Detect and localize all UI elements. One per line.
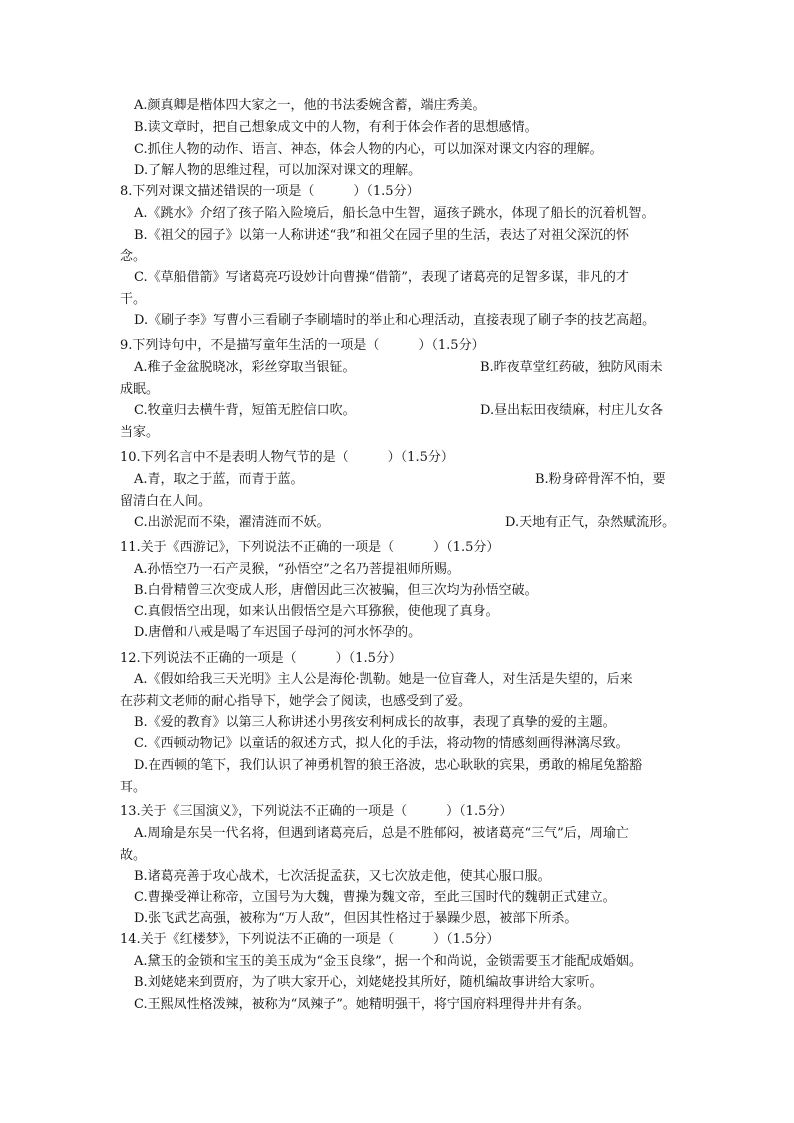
q8-option-c: C.《草船借箭》写诸葛亮巧设妙计向曹操“借箭”，表现了诸葛亮的足智多谋，非凡的才 <box>134 270 629 285</box>
q8-option-b-cont: 念。 <box>120 249 147 264</box>
q8-stem: 8.下列对课文描述错误的一项是（ ）（1.5分） <box>120 184 420 199</box>
q12-option-d: D.在西顿的笔下，我们认识了神勇机智的狼王洛波，忠心耿耿的宾果，勇敢的棉尾兔豁豁 <box>134 758 643 773</box>
q13-option-b: B.诸葛亮善于攻心战术，七次活捉孟获，又七次放走他，使其心服口服。 <box>134 869 551 884</box>
q10-option-c: C.出淤泥而不染，濯清涟而不妖。 <box>134 515 330 530</box>
q12-option-d-cont: 耳。 <box>120 780 147 795</box>
q12-option-a: A.《假如给我三天光明》主人公是海伦·凯勒。她是一位盲聋人，对生活是失望的，后来 <box>134 672 633 687</box>
q12-option-c: C.《西顿动物记》以童话的叙述方式，拟人化的手法，将动物的情感刻画得淋漓尽致。 <box>134 736 629 751</box>
q7-option-d: D.了解人物的思维过程，可以加深对课文的理解。 <box>134 163 422 178</box>
q9-option-b-cont: 成眠。 <box>120 382 160 397</box>
q12-option-b: B.《爱的教育》以第三人称讲述小男孩安利柯成长的故事，表现了真挚的爱的主题。 <box>134 715 616 730</box>
q9-option-b: B.昨夜草堂红药破，独防风雨未 <box>480 360 663 375</box>
q12-option-a-cont: 在莎莉文老师的耐心指导下，她学会了阅读，也感受到了爱。 <box>120 694 472 709</box>
q11-option-b: B.白骨精曾三次变成人形，唐僧因此三次被骗，但三次均为孙悟空破。 <box>134 583 538 598</box>
q11-option-d: D.唐僧和八戒是喝了车迟国子母河的河水怀孕的。 <box>134 625 422 640</box>
q10-option-b-cont: 留清白在人间。 <box>120 494 212 509</box>
q11-stem: 11.关于《西游记》，下列说法不正确的一项是（ ）（1.5分） <box>120 540 500 555</box>
q7-option-a: A.颜真卿是楷体四大家之一，他的书法委婉含蓄，端庄秀美。 <box>134 98 486 113</box>
q10-option-a: A.青，取之于蓝，而青于蓝。 <box>134 472 304 487</box>
q14-stem: 14.关于《红楼梦》，下列说法不正确的一项是（ ）（1.5分） <box>120 932 500 947</box>
q8-option-d: D.《刷子李》写曹小三看刷子李刷墙时的举止和心理活动，直接表现了刷子李的技艺高超。 <box>134 313 656 328</box>
q8-option-c-cont: 干。 <box>120 292 147 307</box>
q10-option-d: D.天地有正气，杂然赋流形。 <box>505 515 676 530</box>
q9-option-c: C.牧童归去横牛背，短笛无腔信口吹。 <box>134 403 356 418</box>
q12-stem: 12.下列说法不正确的一项是（ ）（1.5分） <box>120 651 402 666</box>
q10-stem: 10.下列名言中不是表明人物气节的是（ ）（1.5分） <box>120 450 454 465</box>
q9-stem: 9.下列诗句中，不是描写童年生活的一项是（ ）（1.5分） <box>120 338 485 353</box>
q7-option-c: C.抓住人物的动作、语言、神态，体会人物的内心，可以加深对课文内容的理解。 <box>134 142 603 157</box>
q14-option-b: B.刘姥姥来到贾府，为了哄大家开心，刘姥姥投其所好，随机编故事讲给大家听。 <box>134 975 603 990</box>
q14-option-a: A.黛玉的金锁和宝玉的美玉成为“金玉良缘”，据一个和尚说，金锁需要玉才能配成婚姻。 <box>134 954 642 969</box>
q14-option-c: C.王熙凤性格泼辣，被称为“凤辣子”。她精明强干，将宁国府料理得井井有条。 <box>134 997 590 1012</box>
q13-option-d: D.张飞武艺高强，被称为“万人敌”，但因其性格过于暴躁少恩，被部下所杀。 <box>134 911 578 926</box>
q10-option-b: B.粉身碎骨浑不怕，要 <box>535 472 666 487</box>
q11-option-c: C.真假悟空出现，如来认出假悟空是六耳猕猴，使他现了真身。 <box>134 604 499 619</box>
q8-option-a: A.《跳水》介绍了孩子陷入险境后，船长急中生智，逼孩子跳水，体现了船长的沉着机智。 <box>134 206 655 221</box>
q13-option-a-cont: 故。 <box>120 848 147 863</box>
q8-option-b: B.《祖父的园子》以第一人称讲述“我”和祖父在园子里的生活，表达了对祖父深沉的怀 <box>134 228 629 243</box>
q9-option-d: D.昼出耘田夜绩麻，村庄儿女各 <box>480 403 664 418</box>
q11-option-a: A.孙悟空乃一石产灵猴，“孙悟空”之名乃菩提祖师所赐。 <box>134 562 460 577</box>
q13-stem: 13.关于《三国演义》，下列说法不正确的一项是（ ）（1.5分） <box>120 804 513 819</box>
q9-option-a: A.稚子金盆脱晓冰，彩丝穿取当银钲。 <box>134 360 356 375</box>
q7-option-b: B.读文章时，把自己想象成文中的人物，有利于体会作者的思想感情。 <box>134 120 538 135</box>
q13-option-c: C.曹操受禅让称帝，立国号为大魏，曹操为魏文帝，至此三国时代的魏朝正式建立。 <box>134 890 616 905</box>
q9-option-d-cont: 当家。 <box>120 425 160 440</box>
q13-option-a: A.周瑜是东吴一代名将，但遇到诸葛亮后，总是不胜郁闷，被诸葛亮“三气”后，周瑜亡 <box>134 826 629 841</box>
